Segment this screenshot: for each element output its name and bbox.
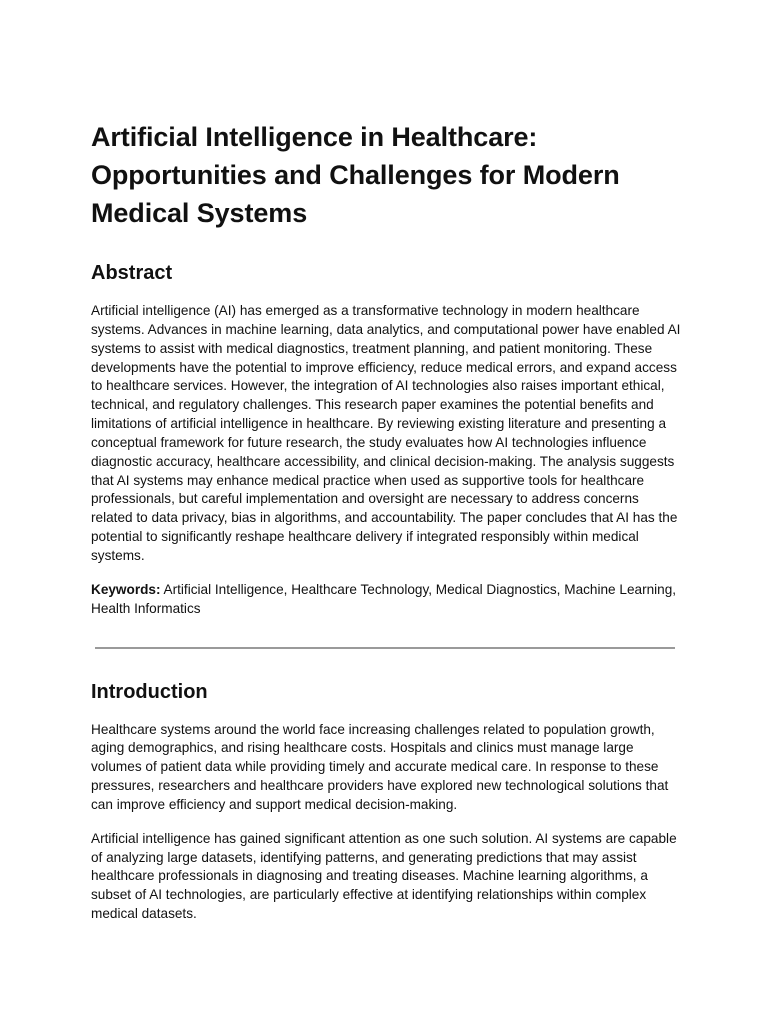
paper-title: Artificial Intelligence in Healthcare: Opportunities and Challenges for Modern Medical Systems <box>91 122 620 228</box>
keywords-text: Artificial Intelligence, Healthcare Technology, Medical Diagnostics, Machine Learning, Health Informatics <box>91 581 677 616</box>
section-divider <box>95 647 675 649</box>
introduction-paragraph: Artificial intelligence has gained significant attention as one such solution. AI systems are capable of analyzing large datasets, identifying patterns, and generating predictions that may assist healthcare professionals in diagnosing and treating diseases. Machine learning algorithms, a subset of AI technologies, are particularly effective at identifying relationships within complex medical datasets. <box>91 830 677 922</box>
keywords-line <box>91 581 681 619</box>
keywords-label: Keywords: <box>91 581 161 597</box>
abstract-heading: Abstract <box>91 262 173 284</box>
introduction-heading: Introduction <box>91 680 208 703</box>
abstract-text: Artificial intelligence (AI) has emerged as a transformative technology in modern healthcare systems. Advances in machine learning, data analytics, and computational power have enabled AI systems to assist with medical diagnostics, treatment planning, and patient monitoring. These developments have the potential to improve efficiency, reduce medical errors, and expand access to healthcare services. However, the integration of AI technologies also raises important ethical, technical, and regulatory challenges. This research paper examines the potential benefits and limitations of artificial intelligence in healthcare. By reviewing existing literature and presenting a conceptual framework for future research, the study evaluates how AI technologies influence diagnostic accuracy, healthcare accessibility, and clinical decision-making. The analysis suggests that AI systems may enhance medical practice when used as supportive tools for healthcare professionals, but careful implementation and oversight are necessary to address concerns related to data privacy, bias in algorithms, and accountability. The paper concludes that AI has the potential to significantly reshape healthcare delivery if integrated responsibly within medical systems. <box>91 303 681 563</box>
introduction-paragraph: Healthcare systems around the world face increasing challenges related to population growth, aging demographics, and rising healthcare costs. Hospitals and clinics must manage large volumes of patient data while providing timely and accurate medical care. In response to these pressures, researchers and healthcare providers have explored new technological solutions that can improve efficiency and support medical decision-making. <box>91 721 669 812</box>
document-page <box>91 118 681 924</box>
